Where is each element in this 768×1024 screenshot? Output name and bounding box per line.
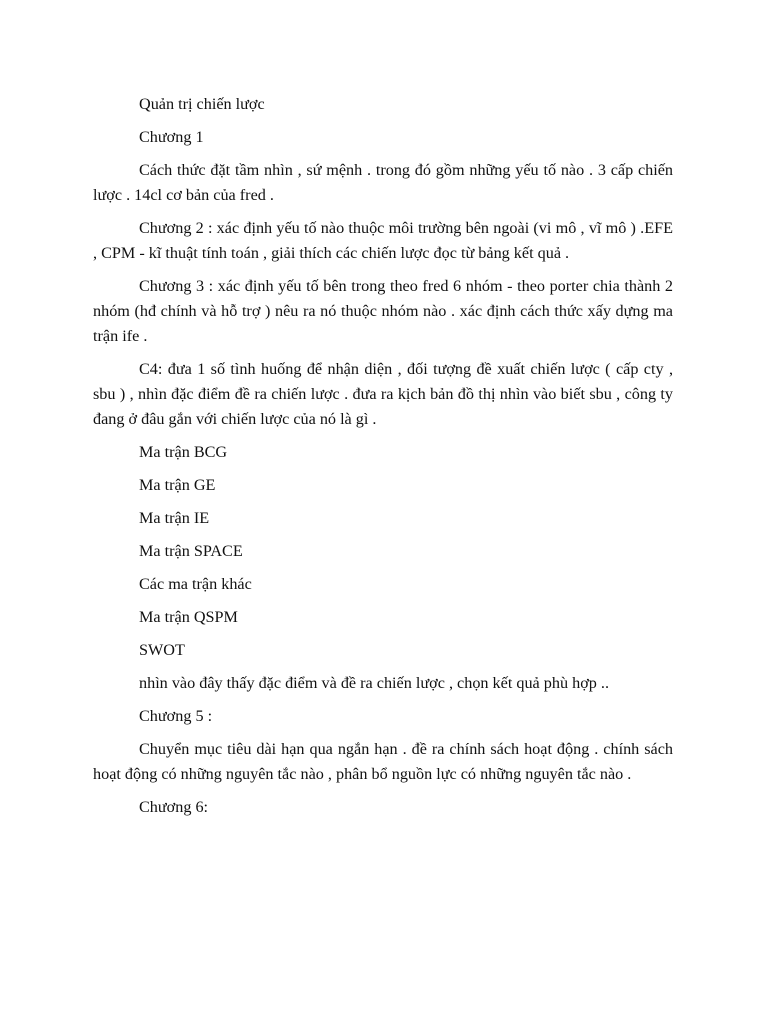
chapter1-body: Cách thức đặt tầm nhìn , sứ mệnh . trong đó gồm những yếu tố nào . 3 cấp chiến lược . 14cl cơ bản của fred . — [93, 161, 673, 204]
chapter1-heading: Chương 1 — [139, 128, 204, 146]
matrix-note: nhìn vào đây thấy đặc điểm và đề ra chiến lược , chọn kết quả phù hợp .. — [139, 674, 610, 692]
document-title: Quản trị chiến lược — [139, 95, 265, 113]
chapter2-paragraph: Chương 2 : xác định yếu tố nào thuộc môi trường bên ngoài (vi mô , vĩ mô ) .EFE , CPM - kĩ thuật tính toán , giải thích các chiến lược đọc từ bảng kết quả . — [93, 219, 673, 262]
chapter5-heading: Chương 5 : — [139, 707, 213, 725]
matrix-item-space: Ma trận SPACE — [139, 542, 243, 560]
document-page — [93, 92, 673, 828]
chapter3-paragraph: Chương 3 : xác định yếu tố bên trong theo fred 6 nhóm - theo porter chia thành 2 nhóm (hđ chính và hỗ trợ ) nêu ra nó thuộc nhóm nào . xác định cách thức xấy dựng ma trận ife . — [93, 277, 673, 345]
matrix-item-other: Các ma trận khác — [139, 575, 252, 593]
matrix-item-bcg: Ma trận BCG — [139, 443, 228, 461]
chapter4-paragraph: C4: đưa 1 số tình huống để nhận diện , đối tượng đề xuất chiến lược ( cấp cty , sbu ) , nhìn đặc điểm đề ra chiến lược . đưa ra kịch bản đồ thị nhìn vào biết sbu , công ty đang ở đâu gắn với chiến lược của nó là gì . — [93, 360, 673, 428]
chapter6-heading: Chương 6: — [139, 798, 209, 816]
chapter5-body: Chuyển mục tiêu dài hạn qua ngắn hạn . đề ra chính sách hoạt động . chính sách hoạt động có những nguyên tắc nào , phân bổ nguồn lực có những nguyên tắc nào . — [93, 740, 673, 783]
matrix-item-qspm: Ma trận QSPM — [139, 608, 238, 626]
matrix-item-swot: SWOT — [139, 641, 185, 659]
matrix-item-ie: Ma trận IE — [139, 509, 210, 527]
matrix-item-ge: Ma trận GE — [139, 476, 216, 494]
